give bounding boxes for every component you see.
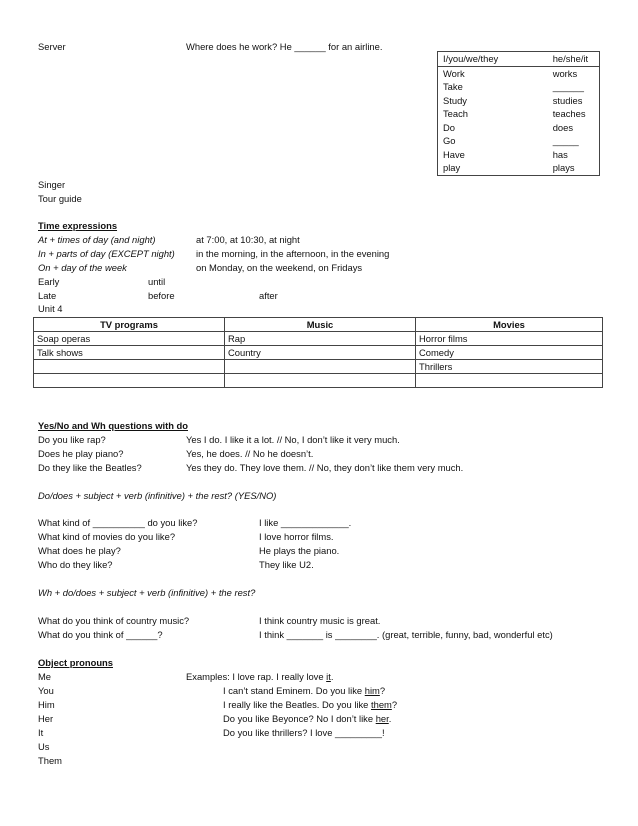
wh-answer: I like _____________. <box>259 517 352 528</box>
late-label: Late <box>38 290 57 301</box>
yn-formula: Do/does + subject + verb (infinitive) + the rest? (YES/NO) <box>38 490 277 501</box>
table-cell: Comedy <box>416 346 603 360</box>
wh-answer: They like U2. <box>259 559 314 570</box>
wh-question: What do you think of country music? <box>38 615 190 626</box>
verb-base: Study <box>443 94 467 106</box>
verb-base: Have <box>443 148 465 160</box>
time-expressions-heading: Time expressions <box>38 220 118 231</box>
table-cell: Soap operas <box>34 332 225 346</box>
pronoun: Her <box>38 713 54 724</box>
early-label: Early <box>38 276 60 287</box>
verb-base: Do <box>443 121 455 133</box>
verb-base: play <box>443 162 461 173</box>
object-pronouns-heading: Object pronouns <box>38 657 113 668</box>
unit-label: Unit 4 <box>38 303 63 314</box>
verbs-header-right: he/she/it <box>508 52 600 67</box>
verbs-header-left: I/you/we/they <box>438 52 508 67</box>
pronoun: Them <box>38 755 62 766</box>
wh-formula: Wh + do/does + subject + verb (infinitive) + the rest? <box>38 587 256 598</box>
wh-answer: He plays the piano. <box>259 545 340 556</box>
after-label: after <box>259 290 278 301</box>
verb-third: does <box>552 121 574 133</box>
yn-answer: Yes, he does. // No he doesn’t. <box>186 448 314 459</box>
verb-third: studies <box>552 94 583 106</box>
work-question: Where does he work? He ______ for an airline. <box>186 41 383 52</box>
media-genres-table <box>33 317 603 388</box>
tv-programs-header: TV programs <box>34 318 225 332</box>
wh-question: Who do they like? <box>38 559 113 570</box>
yn-answer: Yes I do. I like it a lot. // No, I don’t like it very much. <box>186 434 400 445</box>
wh-answer: I think _______ is ________. (great, terrible, funny, bad, wonderful etc) <box>259 629 553 640</box>
music-header: Music <box>225 318 416 332</box>
pronoun-example: Examples: I love rap. I really love it. <box>186 671 334 682</box>
table-cell <box>225 374 416 388</box>
table-cell: Rap <box>225 332 416 346</box>
verb-third: plays <box>552 162 575 173</box>
at-examples: at 7:00, at 10:30, at night <box>196 234 300 245</box>
movies-header: Movies <box>416 318 603 332</box>
yn-answer: Yes they do. They love them. // No, they don’t like them very much. <box>186 462 464 473</box>
table-cell: Talk shows <box>34 346 225 360</box>
table-cell <box>416 374 603 388</box>
pronoun: Him <box>38 699 55 710</box>
pronoun-example: I can’t stand Eminem. Do you like him? <box>223 685 386 696</box>
wh-answer: I think country music is great. <box>259 615 381 626</box>
on-rule: On + day of the week <box>38 262 127 273</box>
verb-base: Take <box>443 81 463 92</box>
verb-third: has <box>552 148 568 160</box>
server-label: Server <box>38 41 66 52</box>
pronoun: It <box>38 727 44 738</box>
wh-question: What does he play? <box>38 545 121 556</box>
table-cell: Country <box>225 346 416 360</box>
pronoun: You <box>38 685 54 696</box>
singer-label: Singer <box>38 179 66 190</box>
wh-answer: I love horror films. <box>259 531 334 542</box>
verb-base: Work <box>443 67 465 79</box>
table-cell <box>34 360 225 374</box>
yn-question: Do you like rap? <box>38 434 106 445</box>
pronoun: Me <box>38 671 52 682</box>
pronoun-example: Do you like thrillers? I love _________! <box>223 727 385 738</box>
verb-base: Teach <box>443 108 469 119</box>
in-rule: In + parts of day (EXCEPT night) <box>38 248 175 259</box>
yes-no-heading: Yes/No and Wh questions with do <box>38 420 189 431</box>
table-cell: Horror films <box>416 332 603 346</box>
yn-question: Does he play piano? <box>38 448 124 459</box>
verb-base: Go <box>443 135 456 146</box>
verb-third: teaches <box>552 108 586 119</box>
table-cell <box>225 360 416 374</box>
until-label: until <box>148 276 166 287</box>
yn-question: Do they like the Beatles? <box>38 462 142 473</box>
tour-guide-label: Tour guide <box>38 193 82 204</box>
on-examples: on Monday, on the weekend, on Fridays <box>196 262 363 273</box>
pronoun-example: I really like the Beatles. Do you like them? <box>223 699 398 710</box>
pronoun-example: Do you like Beyonce? No I don’t like her. <box>223 713 392 724</box>
verb-conjugation-table <box>437 51 600 176</box>
verb-third: ______ <box>552 81 584 92</box>
verb-third: works <box>552 67 578 79</box>
in-examples: in the morning, in the afternoon, in the evening <box>196 248 390 259</box>
verb-third: _____ <box>552 135 579 146</box>
table-cell: Thrillers <box>416 360 603 374</box>
wh-question: What kind of __________ do you like? <box>38 517 198 528</box>
before-label: before <box>148 290 175 301</box>
at-rule: At + times of day (and night) <box>38 234 156 245</box>
wh-question: What do you think of ______? <box>38 629 163 640</box>
table-cell <box>34 374 225 388</box>
wh-question: What kind of movies do you like? <box>38 531 176 542</box>
pronoun: Us <box>38 741 50 752</box>
